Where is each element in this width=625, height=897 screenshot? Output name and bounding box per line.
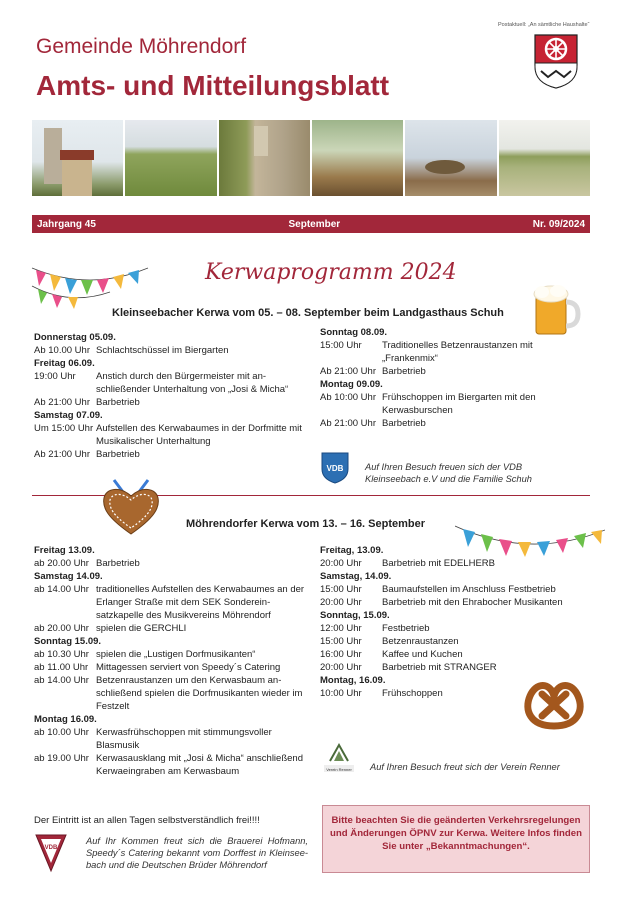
day-heading: Donnerstag 05.09. [34,332,116,343]
event-description: Barbetrieb [382,418,426,429]
schedule-row [34,674,306,713]
event-time: ab 20.00 Uhr [34,558,89,569]
day-heading: Freitag, 13.09. [320,545,384,556]
event-time: Ab 21:00 Uhr [34,449,90,460]
event-time: 12:00 Uhr [320,623,362,634]
event-time: Ab 10:00 Uhr [320,392,376,403]
event-description: Mittagessen serviert von Speedy´s Catering [96,662,281,673]
day-heading: Freitag 06.09. [34,358,95,369]
event-time: ab 20.00 Uhr [34,623,89,634]
event-time: ab 14.00 Uhr [34,584,89,595]
event-description: Barbetrieb [96,397,140,408]
schedule-row [34,370,306,396]
schedule-row [34,622,306,635]
event-time: 19:00 Uhr [34,371,76,382]
benches-photo [312,120,403,196]
schedule-row [320,417,550,430]
event-description: Barbetrieb mit den Ehrabocher Musikanten [382,597,563,608]
event-time: 20:00 Uhr [320,558,362,569]
volume-label: Jahrgang 45 [37,218,96,230]
schedule-row [34,752,306,778]
day-heading: Sonntag 15.09. [34,636,102,647]
day-heading: Montag, 16.09. [320,675,386,686]
day-heading: Montag 16.09. [34,714,97,725]
event-description: Barbetrieb [96,558,140,569]
event-description: Schlachtschüssel im Biergarten [96,345,229,356]
event-description: Kerwasausklang mit „Josi & Micha“ anschließend Kerwaeingraben am Kerwasbaum [96,753,303,777]
photo-strip [32,120,590,196]
admission-note: Der Eintritt ist an allen Tagen selbstverständlich frei!!!! [34,815,260,826]
event-description: Baumaufstellen im Anschluss Festbetrieb [382,584,556,595]
postal-note: Postaktuell: „An sämtliche Haushalte“ [498,22,590,28]
event-time: ab 10.00 Uhr [34,727,89,738]
schedule-row [34,344,306,357]
event-time: 20:00 Uhr [320,597,362,608]
storks-meadow-photo [125,120,216,196]
event-time: ab 14.00 Uhr [34,675,89,686]
event-description: spielen die GERCHLI [96,623,187,634]
issue-number: Nr. 09/2024 [532,218,585,230]
day-heading: Freitag 13.09. [34,545,95,556]
event-description: Aufstellen des Kerwabaumes in der Dorfmitte mit Musikalischer Unterhaltung [96,423,302,447]
renner-note: Auf Ihren Besuch freut sich der Verein Renner [370,762,560,772]
event-description: Frühschoppen im Biergarten mit den Kerwasburschen [382,392,536,416]
moehrendorf-schedule-left [34,544,306,778]
kleinseebach-schedule-left [34,331,306,461]
event-time: ab 19.00 Uhr [34,753,89,764]
vdb-label: VDB [326,464,344,473]
schedule-row [320,339,550,365]
schedule-row [320,583,580,596]
issue-info-bar [32,215,590,233]
day-heading: Sonntag 08.09. [320,327,388,338]
bunting-icon [30,262,150,312]
newsletter-title: Amts- und Mitteilungsblatt [36,70,390,101]
coat-of-arms-logo [533,33,579,89]
verein-renner-logo [322,741,356,773]
schedule-row [34,448,306,461]
day-heading: Samstag 07.09. [34,410,103,421]
schedule-row [320,596,580,609]
gingerbread-heart-icon [100,478,162,538]
schedule-row [34,557,306,570]
kleinseebach-note: Auf Ihren Besuch freuen sich der VDB Kleinseebach e.V und die Familie Schuh [365,462,532,484]
program-title: Kerwaprogramm 2024 [205,260,457,285]
event-description: Barbetrieb mit STRANGER [382,662,497,673]
schedule-row [320,635,580,648]
vdb-badge-icon [320,451,350,485]
event-time: 15:00 Uhr [320,340,362,351]
event-description: Kerwasfrühschoppen mit stimmungsvoller Blasmusik [96,727,272,751]
event-time: Ab 21:00 Uhr [34,397,90,408]
vdb2-label: VDB [44,845,58,851]
stork-nest-photo [405,120,496,196]
event-time: 15:00 Uhr [320,584,362,595]
schedule-row [320,622,580,635]
lake-photo [499,120,590,196]
renner-label: Verein Renner [326,767,352,772]
event-time: 10:00 Uhr [320,688,362,699]
day-heading: Samstag, 14.09. [320,571,392,582]
moehrendorf-title: Möhrendorfer Kerwa vom 13. – 16. September [186,518,426,530]
event-description: traditionelles Aufstellen des Kerwabaumes an der Erlanger Straße mit dem SEK Sonderein- satzkapelle des Musikvereins Möhrendorf [96,584,305,621]
schedule-row [34,583,306,622]
event-description: Barbetrieb [382,366,426,377]
vdb-triangle-badge-icon [34,833,68,873]
event-description: Kaffee und Kuchen [382,649,463,660]
event-time: 16:00 Uhr [320,649,362,660]
event-time: Ab 21:00 Uhr [320,366,376,377]
schedule-row [34,726,306,752]
schedule-row [34,648,306,661]
event-time: Ab 21:00 Uhr [320,418,376,429]
month-label: September [288,218,341,230]
event-time: 20:00 Uhr [320,662,362,673]
pretzel-icon [522,676,586,732]
schedule-row [34,422,306,448]
event-description: spielen die „Lustigen Dorfmusikanten“ [96,649,256,660]
event-description: Frühschoppen [382,688,443,699]
moehrendorf-note: Auf Ihr Kommen freut sich die Brauerei Hofmann, Speedy´s Catering bekannt vom Dorffest in Kleinsee- bach und die Deutschen Brüder Möhrendorf [86,836,308,870]
day-heading: Montag 09.09. [320,379,383,390]
event-description: Barbetrieb [96,449,140,460]
church-photo [32,120,123,196]
day-heading: Sonntag, 15.09. [320,610,390,621]
schedule-row [320,391,550,417]
event-description: Betzenraustanzen um den Kerwasbaum an- schließend spielen die Dorfmusikanten wieder im Festzelt [96,675,303,712]
old-town-photo [219,120,310,196]
kleinseebach-title: Kleinseebacher Kerwa vom 05. – 08. September beim Landgasthaus Schuh [112,307,504,319]
schedule-row [320,648,580,661]
schedule-row [320,557,580,570]
event-description: Anstich durch den Bürgermeister mit an- schließender Unterhaltung von „Josi & Micha“ [96,371,289,395]
schedule-row [34,396,306,409]
event-description: Festbetrieb [382,623,430,634]
schedule-row [320,365,550,378]
event-time: Ab 10.00 Uhr [34,345,90,356]
kleinseebach-schedule-right [320,326,550,430]
traffic-info-box: Bitte beachten Sie die geänderten Verkehrsregelungen und Änderungen ÖPNV zur Kerwa. Weitere Infos finden Sie unter „Bekanntmachungen“. [322,805,590,873]
event-description: Traditionelles Betzenraustanzen mit „Frankenmix“ [382,340,533,364]
event-time: ab 11.00 Uhr [34,662,89,673]
event-time: ab 10.30 Uhr [34,649,89,660]
day-heading: Samstag 14.09. [34,571,103,582]
event-time: Um 15:00 Uhr [34,423,94,434]
schedule-row [34,661,306,674]
event-description: Betzenraustanzen [382,636,459,647]
schedule-row [320,661,580,674]
event-description: Barbetrieb mit EDELHERB [382,558,495,569]
municipality-title: Gemeinde Möhrendorf [36,35,247,58]
event-time: 15:00 Uhr [320,636,362,647]
